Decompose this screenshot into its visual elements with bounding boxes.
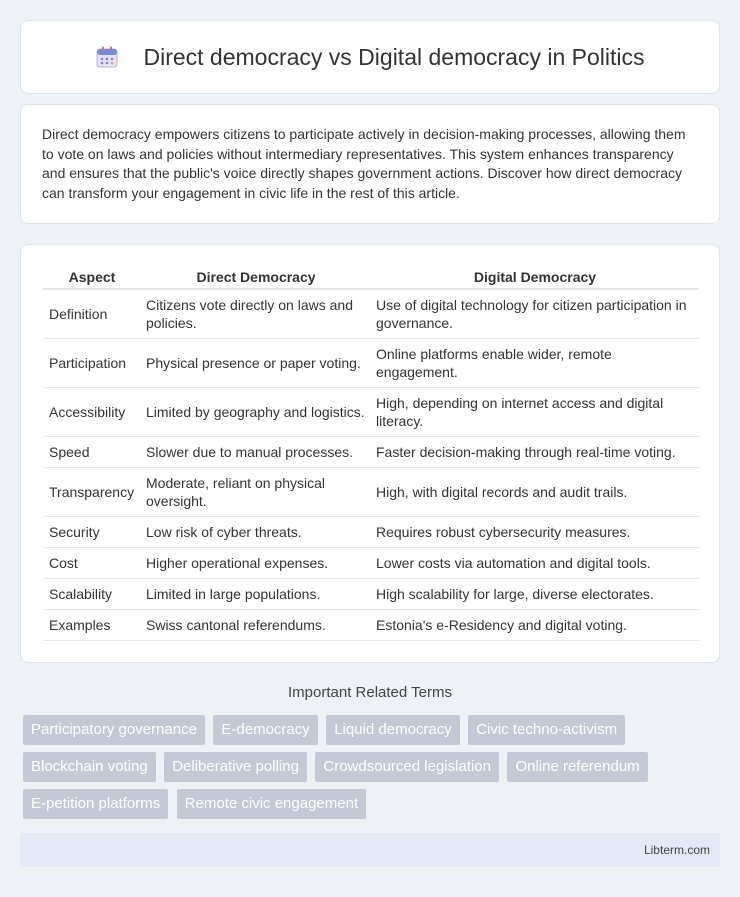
header-aspect: Aspect [43, 264, 141, 290]
tag-deliberative-polling[interactable]: Deliberative polling [164, 752, 307, 782]
table-row [43, 468, 699, 517]
tag-online-referendum[interactable]: Online referendum [507, 752, 647, 782]
footer-site-link[interactable]: Libterm.com [643, 843, 710, 857]
row-direct: Limited by geography and logistics. [141, 388, 371, 437]
row-digital: High, depending on internet access and digital literacy. [371, 388, 699, 437]
tag-e-petition-platforms[interactable]: E-petition platforms [23, 789, 168, 819]
row-digital: Estonia's e-Residency and digital voting. [371, 610, 699, 641]
tag-e-democracy[interactable]: E-democracy [213, 715, 317, 745]
row-digital: Online platforms enable wider, remote engagement. [371, 339, 699, 388]
title-card [20, 20, 720, 94]
row-digital: Use of digital technology for citizen participation in governance. [371, 290, 699, 339]
row-direct: Higher operational expenses. [141, 548, 371, 579]
related-terms-list [23, 715, 713, 826]
tag-participatory-governance[interactable]: Participatory governance [23, 715, 205, 745]
row-digital: Faster decision-making through real-time voting. [371, 437, 699, 468]
footer [20, 833, 720, 867]
comparison-table [43, 264, 699, 641]
page-title: Direct democracy vs Digital democracy in Politics [143, 43, 645, 70]
row-direct: Slower due to manual processes. [141, 437, 371, 468]
row-direct: Swiss cantonal referendums. [141, 610, 371, 641]
row-aspect: Transparency [43, 468, 141, 517]
comparison-card [20, 244, 720, 663]
row-direct: Moderate, reliant on physical oversight. [141, 468, 371, 517]
related-terms-heading: Important Related Terms [288, 684, 452, 701]
table-row [43, 517, 699, 548]
calendar-icon [95, 45, 119, 69]
row-digital: Requires robust cybersecurity measures. [371, 517, 699, 548]
header-digital-democracy: Digital Democracy [371, 264, 699, 290]
row-direct: Limited in large populations. [141, 579, 371, 610]
tag-crowdsourced-legislation[interactable]: Crowdsourced legislation [315, 752, 499, 782]
intro-card [20, 104, 720, 224]
tag-blockchain-voting[interactable]: Blockchain voting [23, 752, 156, 782]
tag-remote-civic-engagement[interactable]: Remote civic engagement [177, 789, 366, 819]
intro-paragraph: Direct democracy empowers citizens to participate actively in decision-making processes, allowing them to vote on laws and policies without intermediary representatives. This system enhances transparency and ensures that the public's voice directly shapes government actions. Discover how direct democracy can transform your engagement in civic life in the rest of this article. [42, 126, 686, 201]
row-aspect: Scalability [43, 579, 141, 610]
row-digital: High scalability for large, diverse electorates. [371, 579, 699, 610]
row-direct: Low risk of cyber threats. [141, 517, 371, 548]
row-aspect: Accessibility [43, 388, 141, 437]
row-aspect: Security [43, 517, 141, 548]
row-digital: Lower costs via automation and digital tools. [371, 548, 699, 579]
table-row [43, 339, 699, 388]
row-aspect: Examples [43, 610, 141, 641]
tag-civic-techno-activism[interactable]: Civic techno-activism [468, 715, 625, 745]
row-aspect: Speed [43, 437, 141, 468]
row-aspect: Participation [43, 339, 141, 388]
row-digital: High, with digital records and audit trails. [371, 468, 699, 517]
table-header-row [43, 264, 699, 290]
row-direct: Citizens vote directly on laws and policies. [141, 290, 371, 339]
table-row [43, 579, 699, 610]
row-direct: Physical presence or paper voting. [141, 339, 371, 388]
table-row [43, 290, 699, 339]
table-row [43, 610, 699, 641]
row-aspect: Cost [43, 548, 141, 579]
table-row [43, 437, 699, 468]
row-aspect: Definition [43, 290, 141, 339]
table-row [43, 548, 699, 579]
tag-liquid-democracy[interactable]: Liquid democracy [326, 715, 460, 745]
header-direct-democracy: Direct Democracy [141, 264, 371, 290]
table-row [43, 388, 699, 437]
